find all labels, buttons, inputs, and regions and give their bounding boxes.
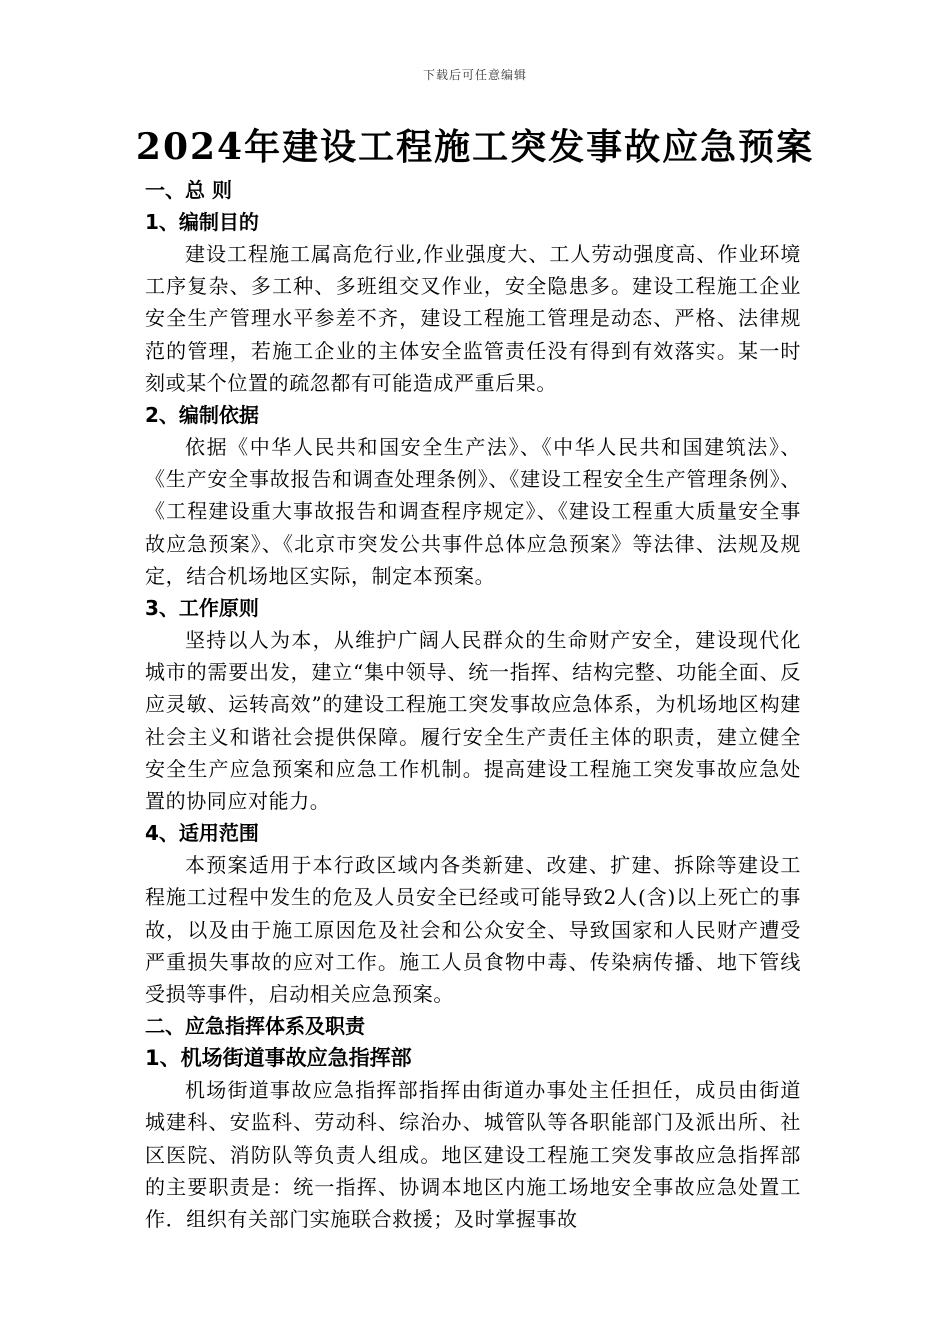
- subheading-basis: 2、编制依据: [145, 403, 259, 428]
- subheading-scope: 4、适用范围: [145, 821, 259, 846]
- document-title: 2024年建设工程施工突发事故应急预案: [135, 126, 815, 168]
- section-heading-command-system: 二、应急指挥体系及职责: [145, 1014, 365, 1039]
- document-body: [145, 174, 801, 1235]
- subheading-command-center: 1、机场街道事故应急指挥部: [145, 1046, 412, 1071]
- header-note: 下载后可任意编辑: [422, 68, 527, 82]
- paragraph-purpose: 建设工程施工属高危行业,作业强度大、工人劳动强度高、作业环境工序复杂、多工种、多班组交叉作业，安全隐患多。建设工程施工企业安全生产管理水平参差不齐，建设工程施工管理是动态、严格、法律规范的管理，若施工企业的主体安全监管责任没有得到有效落实。某一时刻或某个位置的疏忽都有可能造成严重后果。: [145, 242, 801, 395]
- paragraph-principles: 坚持以人为本，从维护广阔人民群众的生命财产安全，建设现代化城市的需要出发，建立“集中领导、统一指挥、结构完整、功能全面、反应灵敏、运转高效”的建设工程施工突发事故应急体系，为机场地区构建社会主义和谐社会提供保障。履行安全生产责任主体的职责，建立健全安全生产应急预案和应急工作机制。提高建设工程施工突发事故应急处置的协同应对能力。: [145, 628, 801, 814]
- paragraph-command-center: 机场街道事故应急指挥部指挥由街道办事处主任担任，成员由街道城建科、安监科、劳动科、综治办、城管队等各职能部门及派出所、社区医院、消防队等负责人组成。地区建设工程施工突发事故应急指挥部的主要职责是：统一指挥、协调本地区内施工场地安全事故应急处置工作．组织有关部门实施联合救援；及时掌握事故: [145, 1078, 801, 1232]
- section-heading-general: 一、总 则: [145, 178, 232, 202]
- subheading-purpose: 1、编制目的: [145, 210, 259, 234]
- paragraph-basis: 依据《中华人民共和国安全生产法》、《中华人民共和国建筑法》、《生产安全事故报告和调查处理条例》、《建设工程安全生产管理条例》、《工程建设重大事故报告和调查程序规定》、《建设工程重大质量安全事故应急预案》、《北京市突发公共事件总体应急预案》等法律、法规及规定，结合机场地区实际，制定本预案。: [145, 435, 801, 588]
- subheading-principles: 3、工作原则: [145, 596, 259, 621]
- paragraph-scope: 本预案适用于本行政区域内各类新建、改建、扩建、拆除等建设工程施工过程中发生的危及人员安全已经或可能导致2人(含)以上死亡的事故，以及由于施工原因危及社会和公众安全、导致国家和人民财产遭受严重损失事故的应对工作。施工人员食物中毒、传染病传播、地下管线受损等事件，启动相关应急预案。: [145, 853, 801, 1007]
